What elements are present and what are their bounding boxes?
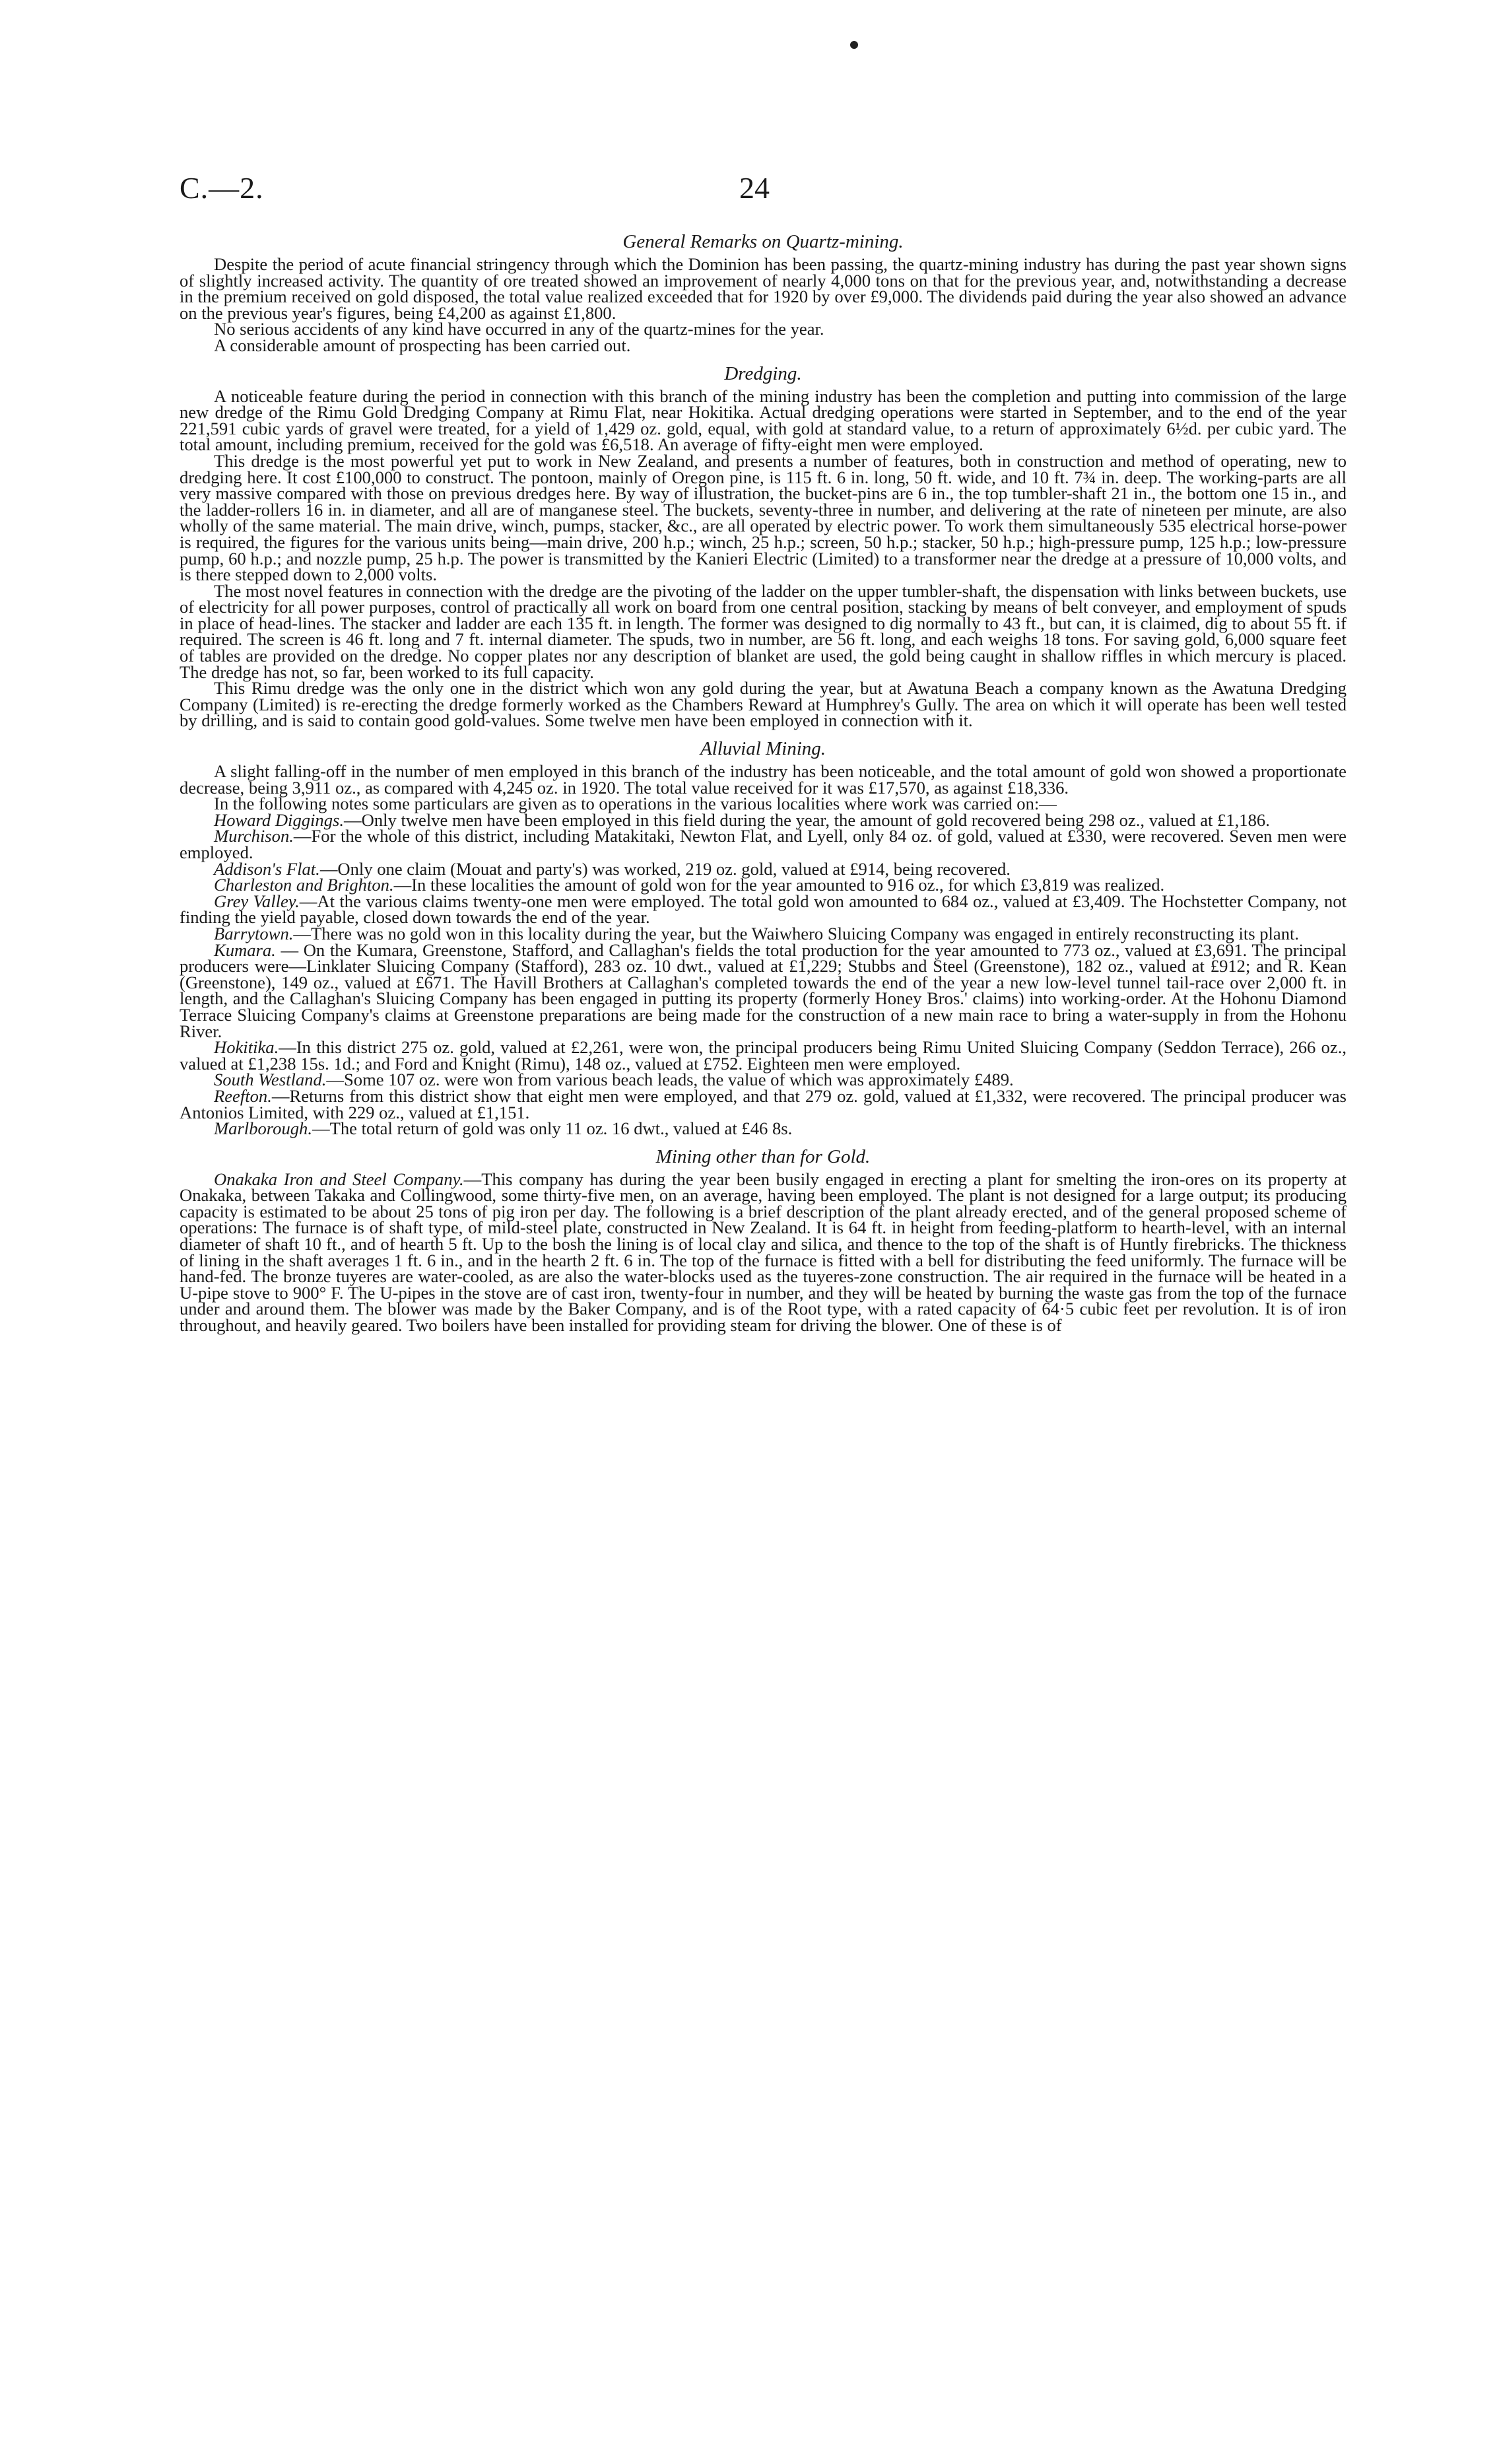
locality-name: Marlborough. (214, 1118, 312, 1139)
locality-name: Barrytown. (214, 923, 294, 943)
document-reference: C.—2. (180, 171, 264, 205)
section-heading-other-mining: Mining other than for Gold. (655, 1146, 871, 1167)
paragraph: This Rimu dredge was the only one in the district which won any gold during the year, but at Awatuna Beach a company known as the Awatuna Dredging Company (Limited) is re-erecting the dredge formerly worked as the Chambers Reward at Humphrey's Gully. The area on which it will operate has been well tested by drilling, and is said to contain good gold-values. Some twelve men have been employed in connection with it. (180, 678, 1347, 731)
locality-text: —There was no gold won in this locality during the year, but the Waiwhero Sluicing Company was engaged in entirely reconstructing its plant. (293, 923, 1300, 943)
paragraph: A considerable amount of prospecting has been carried out. (214, 335, 631, 355)
locality-text: —The total return of gold was only 11 oz. 16 dwt., valued at £46 8s. (312, 1118, 793, 1139)
paragraph: The most novel features in connection with the dredge are the pivoting of the ladder on the upper tumbler-shaft, the dispensation with links between buckets, use of electricity for all power purposes, control of practically all work on board from one central position, stacking by means of belt conveyer, and employment of spuds in place of head-lines. The stacker and ladder are each 135 ft. in length. The former was designed to dig normally to 43 ft., but can, it is claimed, dig to about 55 ft. if required. The screen is 46 ft. long and 7 ft. internal diameter. The spuds, two in number, are 56 ft. long, and each weighs 18 tons. For saving gold, 6,000 square feet of tables are provided on the dredge. No copper plates nor any description of blanket are used, the gold being caught in shallow riffles in which mercury is placed. The dredge has not, so far, been worked to its full capacity. (180, 580, 1347, 682)
locality-name: South Westland. (214, 1070, 327, 1090)
locality-paragraph (180, 1085, 1347, 1122)
locality-text: —Returns from this district show that eight men were employed, and that 279 oz. gold, valued at £1,332, were recovered. The principal producer was Antonios Limited, with 229 oz., valued at £1,151. (180, 1085, 1347, 1122)
locality-text: —Only one claim (Mouat and party's) was worked, 219 oz. gold, valued at £914, being recovered. (319, 858, 1011, 879)
company-name: Onakaka Iron and Steel Company. (214, 1169, 464, 1189)
locality-text: —In this district 275 oz. gold, valued at £2,261, were won, the principal producers being Rimu United Sluicing Company (Seddon Terrace), 266 oz., valued at £1,238 15s. 1d.; and Ford and Knight (Rimu), 148 oz., valued at £752. Eighteen men were employed. (180, 1037, 1347, 1074)
locality-name: Murchison. (214, 826, 294, 846)
locality-text: —Only twelve men have been employed in this field during the year, the amount of gold recovered being 298 oz., valued at £1,186. (344, 809, 1270, 830)
locality-paragraph (180, 942, 1347, 1040)
paragraph: Despite the period of acute financial stringency through which the Dominion has been passing, the quartz-mining industry has during the past year shown signs of slightly increased activity. The quantity of ore treated showed an improvement of nearly 4,000 tons on that for the previous year, and, notwithstanding a decrease in the premium received on gold disposed, the total value realized exceeded that for 1920 by over £9,000. The dividends paid during the year also showed an advance on the previous year's figures, being £4,200 as against £1,800. (180, 254, 1347, 323)
locality-text: —Some 107 oz. were won from various beach leads, the value of which was approximately £489. (326, 1070, 1014, 1090)
locality-name: Hokitika. (214, 1037, 279, 1058)
section-heading-dredging: Dredging. (724, 362, 802, 384)
locality-paragraph (180, 828, 1347, 860)
locality-name: Addison's Flat. (214, 858, 320, 879)
locality-text: — On the Kumara, Greenstone, Stafford, and Callaghan's fields the total production for the year amounted to 773 oz., valued at £3,691. The principal producers were—Linklater Sluicing Company (Stafford), 283 oz. 10 dwt., valued at £1,229; Stubbs and Steel (Greenstone), 182 oz., valued at £912; and R. Kean (Greenstone), 149 oz., valued at £671. The Havill Brothers at Callaghan's completed towards the end of the year a new low-level tunnel tail-race over 2,000 ft. in length, and the Callaghan's Sluicing Company has been engaged in putting its property (formerly Honey Bros.' claims) into working-order. At the Hohonu Diamond Terrace Sluicing Company's claims at Greenstone preparations are being made for the construction of a new main race to bring a water-supply in from the Hohonu River. (180, 940, 1347, 1041)
locality-name: Charleston and Brighton. (214, 875, 394, 895)
locality-paragraph (180, 893, 1347, 926)
paragraph-text: —This company has during the year been busily engaged in erecting a plant for smelting the iron-ores on its property at Onakaka, between Takaka and Collingwood, some thirty-five men, on an average, having been employed. The plant is not designed for a large output; its producing capacity is estimated to be about 25 tons of pig iron per day. The following is a brief description of the plant already erected, and of the general proposed scheme of operations: The furnace is of shaft type, of mild-steel plate, constructed in New Zealand. It is 64 ft. in height from feeding-platform to hearth-level, with an internal diameter of shaft 10 ft., and of hearth 5 ft. Up to the bosh the lining is of local clay and silica, and thence to the top of the shaft is of Huntly firebricks. The thickness of lining in the shaft averages 1 ft. 6 in., and in the hearth 2 ft. 6 in. The top of the furnace is fitted with a bell for distributing the feed uniformly. The furnace will be hand-fed. The bronze tuyeres are water-cooled, as are also the water-blocks used as the tuyeres-zone construction. The air required in the furnace will be heated in a U-pipe stove to 900° F. The U-pipes in the stove are of cast iron, twenty-four in number, and they will be heated by burning the waste gas from the top of the furnace under and around them. The blower was made by the Baker Company, and is of the Root type, with a rated capacity of 64·5 cubic feet per revolution. It is of iron throughout, and heavily geared. Two boilers have been installed for providing steam for driving the blower. One of these is of (180, 1169, 1347, 1336)
paragraph: In the following notes some particulars are given as to operations in the various localities where work was carried on:— (214, 794, 1057, 814)
paragraph (180, 1171, 1347, 1334)
body-text (180, 231, 1347, 1334)
locality-text: —At the various claims twenty-one men were employed. The total gold won amounted to 684 oz., valued at £3,409. The Hochstetter Company, not finding the yield payable, closed down towards the end of the year. (180, 891, 1347, 928)
section-heading-quartz: General Remarks on Quartz-mining. (622, 231, 904, 252)
section-heading-alluvial: Alluvial Mining. (700, 738, 826, 760)
locality-name: Kumara. (214, 940, 276, 960)
locality-paragraph (180, 1039, 1347, 1072)
paragraph: No serious accidents of any kind have occurred in any of the quartz-mines for the year. (214, 319, 824, 339)
locality-text: —For the whole of this district, including Matakitaki, Newton Flat, and Lyell, only 84 oz. of gold, valued at £330, were recovered. Seven men were employed. (180, 826, 1347, 862)
page-number: 24 (739, 171, 770, 205)
locality-name: Reefton. (214, 1085, 272, 1106)
locality-paragraph (180, 1120, 1347, 1137)
page-mark-dot (850, 41, 858, 49)
paragraph: A slight falling-off in the number of men employed in this branch of the industry has been noticeable, and the total amount of gold won showed a proportionate decrease, being 3,911 oz., as compared with 4,245 oz. in 1920. The total value received for it was £17,570, as against £18,336. (180, 761, 1347, 798)
paragraph: A noticeable feature during the period in connection with this branch of the mining industry has been the completion and putting into commission of the large new dredge of the Rimu Gold Dredging Company at Rimu Flat, near Hokitika. Actual dredging operations were started in September, and to the end of the year 221,591 cubic yards of gravel were treated, for a yield of 1,429 oz. gold, equal, with gold at standard value, to a return of approximately 6½d. per cubic yard. The total amount, including premium, received for the gold was £6,518. An average of fifty-eight men were employed. (180, 386, 1347, 455)
locality-text: —In these localities the amount of gold won for the year amounted to 916 oz., for which £3,819 was realized. (393, 875, 1165, 895)
paragraph: This dredge is the most powerful yet put to work in New Zealand, and presents a number of features, both in construction and method of operating, new to dredging here. It cost £100,000 to construct. The pontoon, mainly of Oregon pine, is 115 ft. 6 in. long, 50 ft. wide, and 10 ft. 7¾ in. deep. The working-parts are all very massive compared with those on previous dredges here. By way of illustration, the bucket-pins are 6 in., the top tumbler-shaft 21 in., the bottom one 15 in., and the ladder-rollers 16 in. in diameter, and all are of manganese steel. The buckets, seventy-three in number, and delivering at the rate of nineteen per minute, are also wholly of the same material. The main drive, winch, pumps, stacker, &c., are all operated by electric power. To work them simultaneously 535 electrical horse-power is required, the figures for the various units being—main drive, 200 h.p.; winch, 25 h.p.; screen, 50 h.p.; stacker, 50 h.p.; high-pressure pump, 125 h.p.; low-pressure pump, 60 h.p.; and nozzle pump, 25 h.p. The power is transmitted by the Kanieri Electric (Limited) to a transformer near the dredge at a pressure of 10,000 volts, and is there stepped down to 2,000 volts. (180, 450, 1347, 585)
locality-name: Howard Diggings. (214, 809, 345, 830)
locality-name: Grey Valley. (214, 891, 300, 911)
